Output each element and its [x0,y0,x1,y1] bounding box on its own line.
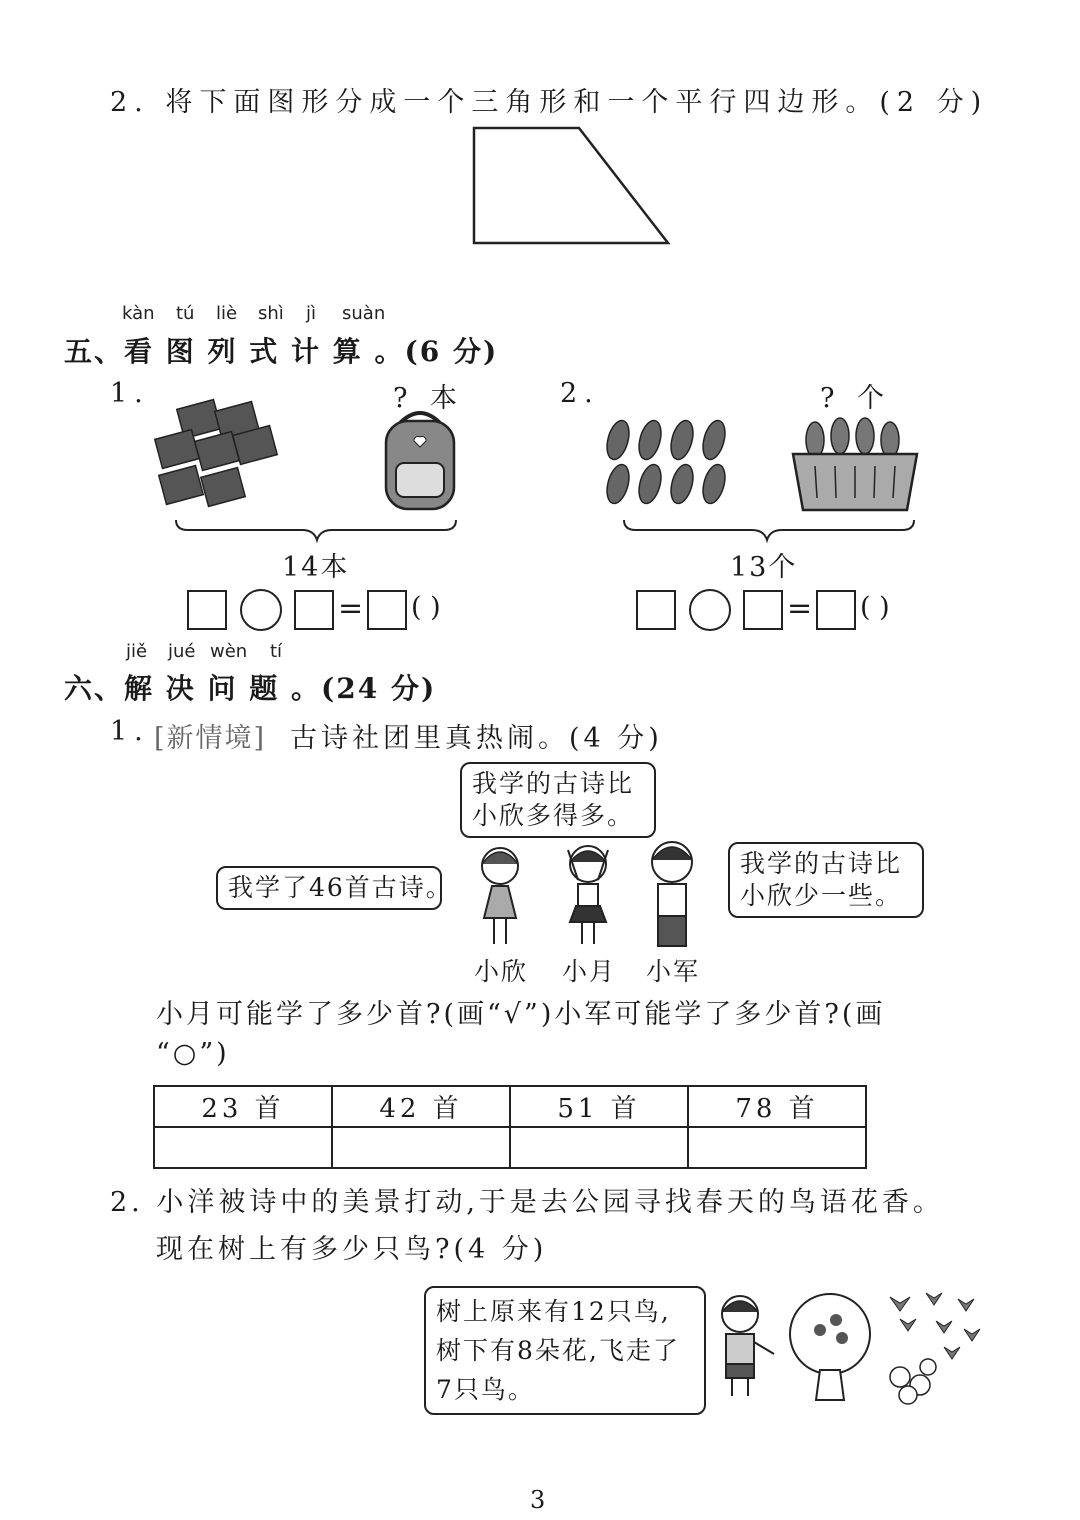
table-header-row [154,1086,866,1127]
pinyin-suan: suàn [342,303,386,324]
p1-operator-circle[interactable] [240,589,282,631]
pinyin-jue: jué [168,641,196,662]
bubble-xiaojun [728,842,924,918]
p2-box-1[interactable] [636,590,676,630]
p2-operator-circle[interactable] [689,589,731,631]
table-header-cell: 42 首 [332,1086,510,1127]
p1-box-2[interactable] [294,590,334,630]
q1-title: 古诗社团里真热闹。(4 分) [290,723,663,754]
answer-cell-78[interactable] [688,1127,866,1168]
bubble-xiaojun-line2: 小欣少一些。 [740,881,903,910]
bubble-xiaoyang-line1: 树上原来有12只鸟, [436,1297,671,1326]
q1-number: 1. [110,716,150,747]
bubble-xiaoyue-line2: 小欣多得多。 [472,801,635,830]
table-header-cell: 78 首 [688,1086,866,1127]
pinyin-tu: tú [176,303,195,324]
p1-box-1[interactable] [187,590,227,630]
p1-total-label: 14本 [282,552,350,583]
q2-line1: 2. 小洋被诗中的美景打动,于是去公园寻找春天的鸟语花香。 [110,1187,944,1218]
answer-cell-42[interactable] [332,1127,510,1168]
q2-line2: 现在树上有多少只鸟?(4 分) [156,1234,548,1265]
p2-box-result[interactable] [816,590,856,630]
bubble-xiaoxin [216,866,453,910]
p2-box-2[interactable] [743,590,783,630]
backpack-icon [380,405,460,513]
pinyin-ti: tí [270,641,283,662]
pinyin-kan: kàn [122,303,155,324]
p1-question-label: ? 本 [393,383,465,414]
pinyin-wen: wèn [210,641,248,662]
p1-equals: = [338,591,364,626]
books-icon [150,400,290,520]
boy-xiaojun-icon [640,838,704,950]
p2-unit-paren[interactable]: ( ) [860,592,890,623]
section6-heading: 六、解 决 问 题 。(24 分) [64,672,437,705]
q4-2-text: 2. 将下面图形分成一个三角形和一个平行四边形。(2 分) [110,87,989,118]
bubble-xiaoyue [460,762,656,838]
girl-xiaoyue-icon [558,840,618,950]
trapezoid-figure [0,0,1080,260]
q1-question-line1: 小月可能学了多少首?(画“√”)小军可能学了多少首?(画 [156,999,886,1030]
name-xiaojun: 小军 [646,957,701,986]
p1-unit-paren[interactable]: ( ) [411,592,441,623]
tree-icon [780,1290,880,1405]
p2-brace [620,518,920,544]
answer-cell-23[interactable] [154,1127,332,1168]
p2-total-label: 13个 [730,552,798,583]
section6-pinyin [0,641,1080,665]
table-header-cell: 51 首 [510,1086,688,1127]
p2-number: 2. [560,378,600,409]
bubble-xiaoyang [424,1286,706,1415]
q1-tag: [新情境] [154,723,267,754]
p2-question-label: ? 个 [820,383,892,414]
bubble-xiaoyang-line2: 树下有8朵花,飞走了 [436,1336,680,1365]
table-header-cell: 23 首 [154,1086,332,1127]
bubble-xiaoyue-line1: 我学的古诗比 [472,769,635,798]
pinyin-ji: jì [306,303,317,324]
p1-brace [172,518,462,544]
bubble-xiaojun-line1: 我学的古诗比 [740,849,903,878]
p1-number: 1. [110,378,150,409]
name-xiaoxin: 小欣 [474,957,529,986]
birds-and-flowers-icon [880,1285,985,1407]
page-number: 3 [530,1486,546,1514]
pinyin-shi: shì [258,303,284,324]
table-answer-row [154,1127,866,1168]
section5-pinyin [0,303,1080,327]
q1-question-line2: “○”) [156,1038,230,1069]
p1-box-result[interactable] [367,590,407,630]
pinyin-jie: jiě [126,641,148,662]
boy-xiaoyang-icon [710,1290,780,1400]
answer-cell-51[interactable] [510,1127,688,1168]
basket-icon [785,414,925,512]
pinyin-lie: liè [216,303,238,324]
bubble-xiaoyang-line3: 7只鸟。 [436,1375,535,1404]
bubble-xiaoxin-line1: 我学了46首古诗。 [228,873,453,902]
section5-heading: 五、看 图 列 式 计 算 。(6 分) [64,335,499,368]
p2-equals: = [787,591,813,626]
q1-answer-table [153,1085,867,1169]
carrots-icon [600,412,740,512]
girl-xiaoxin-icon [470,840,530,950]
name-xiaoyue: 小月 [562,957,617,986]
